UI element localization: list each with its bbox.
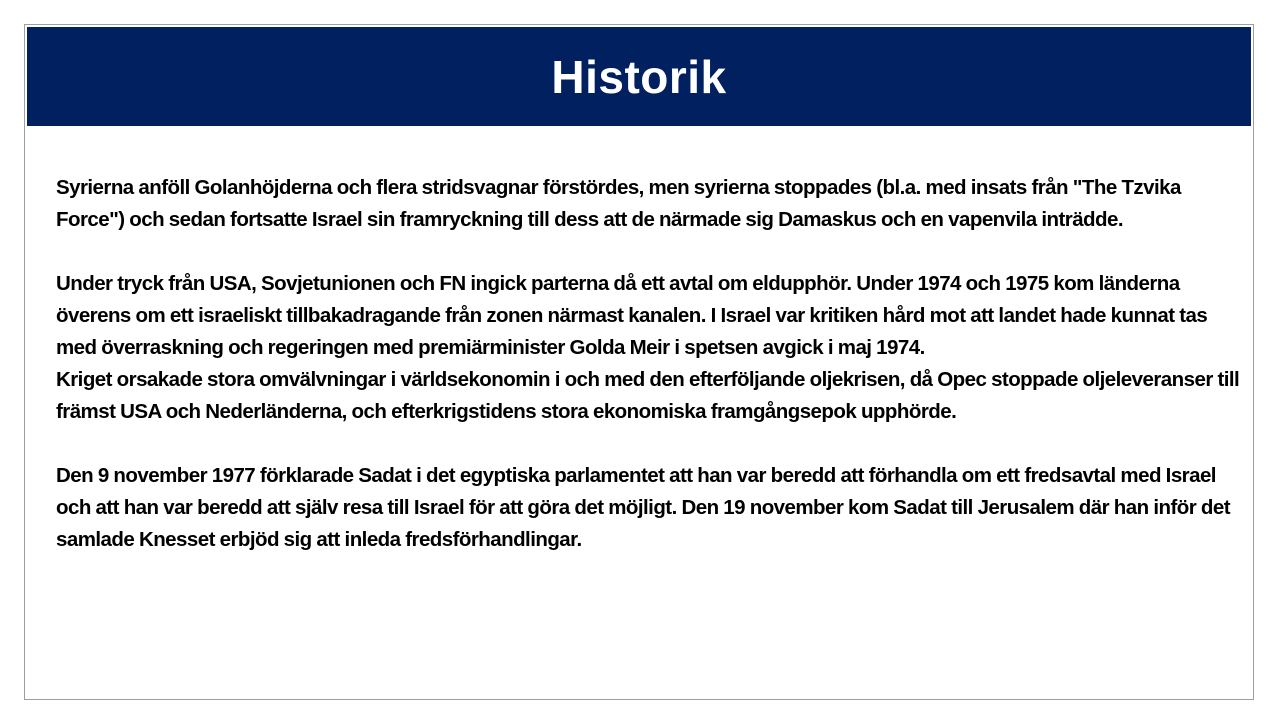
paragraph-spacer [56,428,1248,460]
slide-title: Historik [551,50,727,103]
title-bar [27,27,1251,126]
paragraph-golan: Syrierna anföll Golanhöjderna och flera stridsvagnar förstördes, men syrierna stoppades (bl.a. med insats från "The Tzvika Force") och sedan fortsatte Israel sin framryckning till dess att de närmade sig Damaskus och en vapenvila inträdde. [56,176,1181,231]
paragraph-ceasefire: Under tryck från USA, Sovjetunionen och FN ingick parterna då ett avtal om eldupphör. Under 1974 och 1975 kom länderna överens om ett israeliskt tillbakadragande från zonen närmast kanalen. I Israel var kritiken hård mot att landet hade kunnat tas med överraskning och regeringen med premiärminister Golda Meir i spetsen avgick i maj 1974. [56,272,1208,359]
paragraph-spacer [56,236,1248,268]
slide-body [56,172,1248,556]
slide [24,24,1254,700]
paragraph-sadat: Den 9 november 1977 förklarade Sadat i det egyptiska parlamentet att han var beredd att förhandla om ett fredsavtal med Israel och att han var beredd att själv resa till Israel för att göra det möjligt. Den 19 november kom Sadat till Jerusalem där han inför det samlade Knesset erbjöd sig att inleda fredsförhandlingar. [56,464,1230,551]
paragraph-oil-crisis: Kriget orsakade stora omvälvningar i världsekonomin i och med den efterföljande oljekrisen, då Opec stoppade oljeleveranser till främst USA och Nederländerna, och efterkrigstidens stora ekonomiska framgångsepok upphörde. [56,368,1240,423]
